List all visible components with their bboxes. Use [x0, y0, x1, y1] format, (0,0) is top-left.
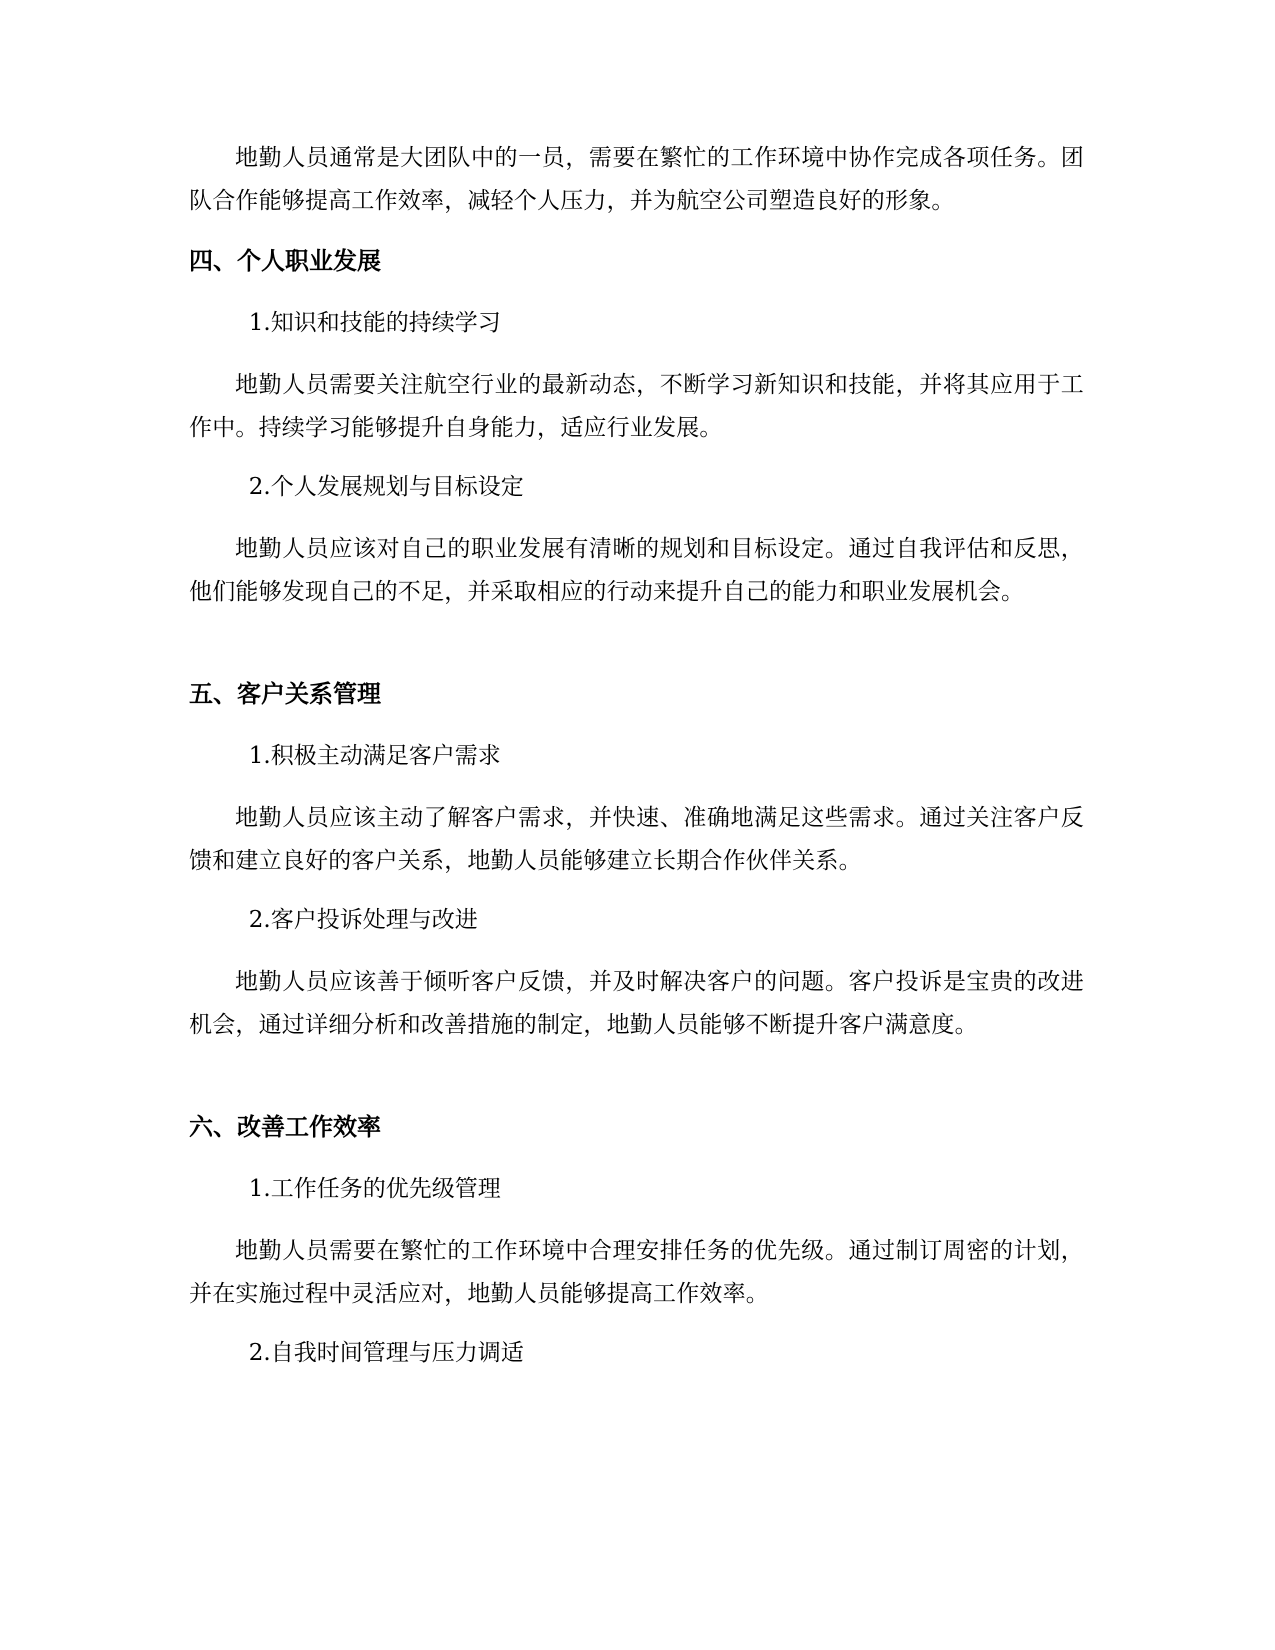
section-heading-work-efficiency: 六、改善工作效率 [189, 1113, 381, 1141]
subheading-development-planning: 2.个人发展规划与目标设定 [248, 474, 524, 500]
paragraph-development-planning: 地勤人员应该对自己的职业发展有清晰的规划和目标设定。通过自我评估和反思，他们能够发现自己的不足，并采取相应的行动来提升自己的能力和职业发展机会。 [189, 536, 1084, 605]
paragraph-customer-needs: 地勤人员应该主动了解客户需求，并快速、准确地满足这些需求。通过关注客户反馈和建立良好的客户关系，地勤人员能够建立长期合作伙伴关系。 [189, 805, 1084, 874]
paragraph-complaint-handling: 地勤人员应该善于倾听客户反馈，并及时解决客户的问题。客户投诉是宝贵的改进机会，通过详细分析和改善措施的制定，地勤人员能够不断提升客户满意度。 [189, 969, 1084, 1038]
section-heading-customer-relations: 五、客户关系管理 [189, 680, 381, 708]
paragraph-continuous-learning: 地勤人员需要关注航空行业的最新动态，不断学习新知识和技能，并将其应用于工作中。持续学习能够提升自身能力，适应行业发展。 [189, 372, 1084, 441]
subheading-complaint-handling: 2.客户投诉处理与改进 [248, 907, 478, 933]
subheading-time-management: 2.自我时间管理与压力调适 [248, 1340, 524, 1366]
paragraph-team-cooperation: 地勤人员通常是大团队中的一员，需要在繁忙的工作环境中协作完成各项任务。团队合作能够提高工作效率，减轻个人压力，并为航空公司塑造良好的形象。 [189, 145, 1084, 214]
section-heading-career-development: 四、个人职业发展 [189, 247, 381, 275]
subheading-customer-needs: 1.积极主动满足客户需求 [248, 743, 501, 769]
paragraph-priority-management: 地勤人员需要在繁忙的工作环境中合理安排任务的优先级。通过制订周密的计划，并在实施过程中灵活应对，地勤人员能够提高工作效率。 [189, 1238, 1084, 1307]
subheading-continuous-learning: 1.知识和技能的持续学习 [248, 310, 501, 336]
subheading-priority-management: 1.工作任务的优先级管理 [248, 1176, 501, 1202]
